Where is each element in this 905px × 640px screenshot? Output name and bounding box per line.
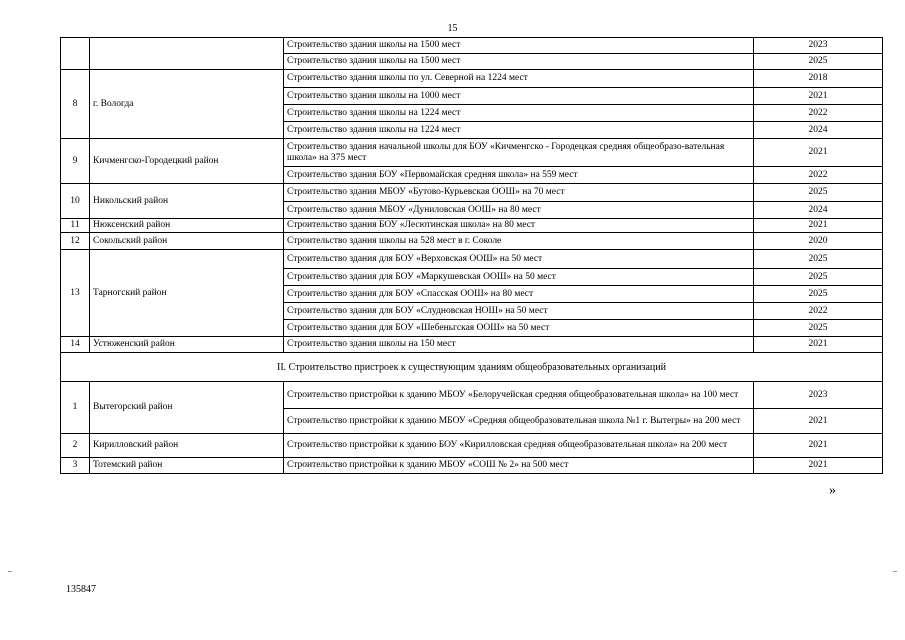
year-cell: 2022 [754, 303, 883, 320]
object-cell: Строительство здания школы на 1500 мест [284, 38, 754, 54]
year-cell: 2025 [754, 250, 883, 269]
year-cell: 2025 [754, 286, 883, 303]
row-number-cell: 1 [61, 382, 90, 434]
object-cell: Строительство здания для БОУ «Слудновская НОШ» на 50 мест [284, 303, 754, 320]
row-number-cell: 2 [61, 434, 90, 458]
year-cell: 2018 [754, 70, 883, 88]
year-cell: 2021 [754, 434, 883, 458]
row-number-cell: 13 [61, 250, 90, 337]
object-cell: Строительство здания школы на 1500 мест [284, 54, 754, 70]
object-cell: Строительство здания для БОУ «Маркушевская ООШ» на 50 мест [284, 269, 754, 286]
table-row [61, 250, 883, 269]
object-cell: Строительство здания школы на 150 мест [284, 337, 754, 353]
row-number-cell: 11 [61, 219, 90, 233]
object-cell: Строительство здания МБОУ «Дуниловская ООШ» на 80 мест [284, 202, 754, 219]
row-number-cell: 8 [61, 70, 90, 139]
table-row [61, 70, 883, 88]
district-cell: Сокольский район [90, 233, 284, 250]
year-cell: 2025 [754, 184, 883, 202]
object-cell: Строительство пристройки к зданию МБОУ «Средняя общеобразовательная школа №1 г. Вытегры» на 200 мест [284, 409, 754, 434]
row-number-cell: 14 [61, 337, 90, 353]
object-cell: Строительство здания школы по ул. Северной на 1224 мест [284, 70, 754, 88]
district-cell: Тотемский район [90, 458, 284, 474]
year-cell: 2021 [754, 88, 883, 105]
object-cell: Строительство здания для БОУ «Спасская ООШ» на 80 мест [284, 286, 754, 303]
district-cell: г. Вологда [90, 70, 284, 139]
year-cell: 2021 [754, 337, 883, 353]
table-row [61, 434, 883, 458]
object-cell: Строительство здания начальной школы для БОУ «Кичменгско - Городецкая средняя общеобразо-вательная школа» на 375 мест [284, 139, 754, 167]
year-cell: 2021 [754, 219, 883, 233]
table-row [61, 38, 883, 54]
year-cell: 2022 [754, 167, 883, 184]
year-cell: 2025 [754, 269, 883, 286]
row-number-cell: 12 [61, 233, 90, 250]
table-row [61, 184, 883, 202]
object-cell: Строительство пристройки к зданию МБОУ «СОШ № 2» на 500 мест [284, 458, 754, 474]
object-cell: Строительство здания школы на 1000 мест [284, 88, 754, 105]
year-cell: 2021 [754, 139, 883, 167]
object-cell: Строительство здания для БОУ «Шебеньгская ООШ» на 50 мест [284, 320, 754, 337]
table-row [61, 233, 883, 250]
year-cell: 2023 [754, 382, 883, 409]
row-number-cell: 3 [61, 458, 90, 474]
table-row [61, 458, 883, 474]
object-cell: Строительство здания МБОУ «Бутово-Курьевская ООШ» на 70 мест [284, 184, 754, 202]
table-row [61, 337, 883, 353]
object-cell: Строительство здания БОУ «Первомайская средняя школа» на 559 мест [284, 167, 754, 184]
edge-mark-left [8, 571, 12, 572]
year-cell: 2021 [754, 409, 883, 434]
district-cell: Тарногский район [90, 250, 284, 337]
object-cell: Строительство здания БОУ «Лесютинская школа» на 80 мест [284, 219, 754, 233]
district-cell: Кирилловский район [90, 434, 284, 458]
district-cell: Никольский район [90, 184, 284, 219]
district-cell: Устюженский район [90, 337, 284, 353]
district-cell [90, 38, 284, 70]
object-cell: Строительство здания школы на 1224 мест [284, 105, 754, 122]
table-row [61, 219, 883, 233]
table-row [61, 139, 883, 167]
schools-construction-table [60, 37, 883, 474]
row-number-cell: 9 [61, 139, 90, 184]
year-cell: 2023 [754, 38, 883, 54]
section-header-row [61, 353, 883, 382]
year-cell: 2022 [754, 105, 883, 122]
district-cell: Кичменгско-Городецкий район [90, 139, 284, 184]
row-number-cell [61, 38, 90, 70]
year-cell: 2021 [754, 458, 883, 474]
year-cell: 2025 [754, 54, 883, 70]
year-cell: 2020 [754, 233, 883, 250]
document-id: 135847 [66, 584, 96, 595]
object-cell: Строительство здания школы на 528 мест в г. Соколе [284, 233, 754, 250]
year-cell: 2024 [754, 202, 883, 219]
table-row [61, 382, 883, 409]
object-cell: Строительство пристройки к зданию БОУ «Кирилловская средняя общеобразовательная школа» на 200 мест [284, 434, 754, 458]
edge-mark-right [893, 571, 897, 572]
section-title: II. Строительство пристроек к существующим зданиям общеобразовательных организаций [61, 353, 883, 382]
object-cell: Строительство здания для БОУ «Верховская ООШ» на 50 мест [284, 250, 754, 269]
page-number: 15 [447, 23, 458, 34]
object-cell: Строительство здания школы на 1224 мест [284, 122, 754, 139]
row-number-cell: 10 [61, 184, 90, 219]
district-cell: Вытегорский район [90, 382, 284, 434]
closing-quote: » [829, 483, 836, 498]
district-cell: Нюксенский район [90, 219, 284, 233]
year-cell: 2025 [754, 320, 883, 337]
object-cell: Строительство пристройки к зданию МБОУ «Белоручейская средняя общеобразовательная школа» на 100 мест [284, 382, 754, 409]
year-cell: 2024 [754, 122, 883, 139]
